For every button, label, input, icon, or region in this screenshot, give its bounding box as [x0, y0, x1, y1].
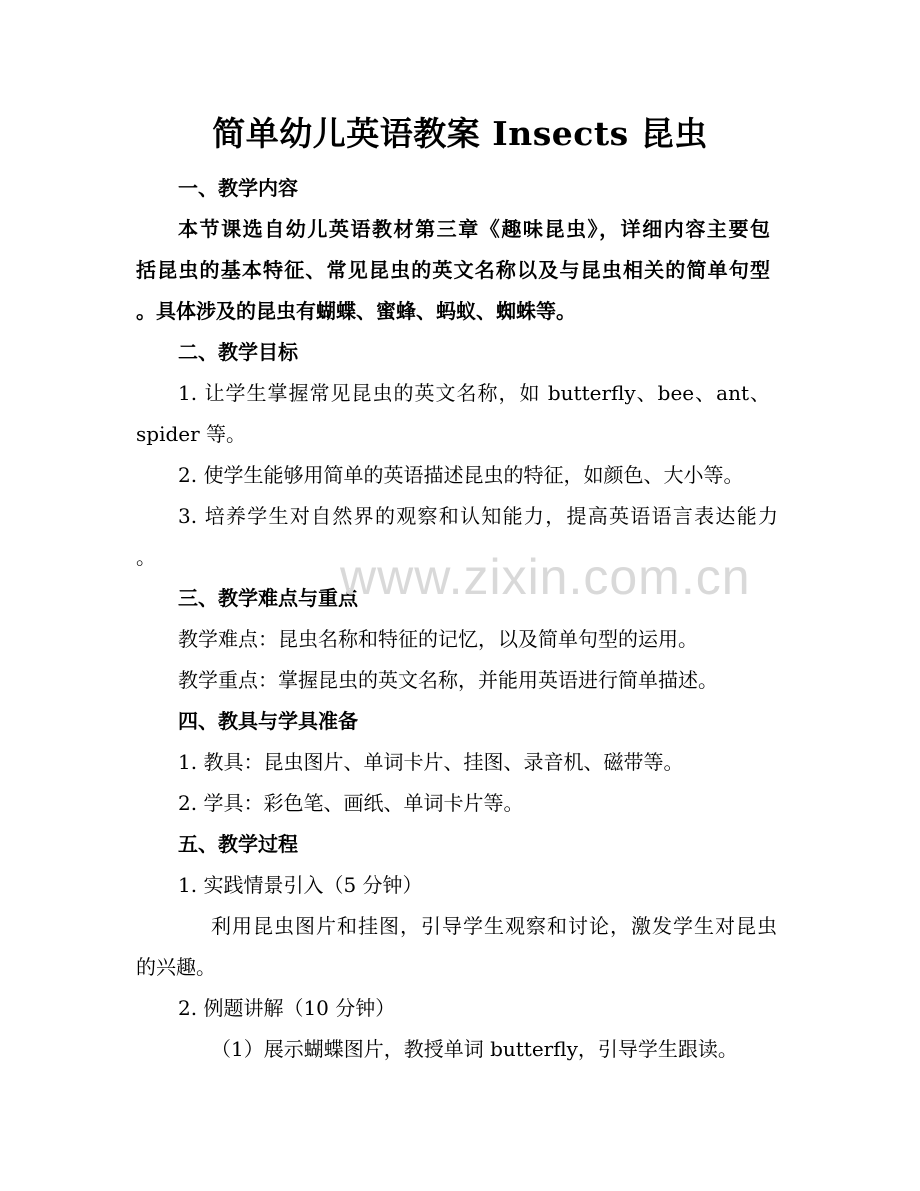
watermark: www.zixin.com.cn [340, 549, 751, 605]
key-point: 教学重点：掌握昆虫的英文名称，并能用英语进行简单描述。 [178, 668, 718, 692]
process-substep: （1）展示蝴蝶图片，教授单词 butterfly，引导学生跟读。 [211, 1037, 738, 1061]
section-heading-materials: 四、教具与学具准备 [178, 709, 358, 733]
process-step: 2. 例题讲解（10 分钟） [178, 996, 396, 1020]
process-paragraph: 利用昆虫图片和挂图，引导学生观察和讨论，激发学生对昆虫 [211, 914, 777, 938]
process-step: 1. 实践情景引入（5 分钟） [178, 873, 423, 897]
section-heading-key-points: 三、教学难点与重点 [178, 586, 358, 610]
section-heading-content: 一、教学内容 [178, 176, 298, 200]
paragraph-line: 括昆虫的基本特征、常见昆虫的英文名称以及与昆虫相关的简单句型 [136, 258, 770, 282]
materials-item: 2. 学具：彩色笔、画纸、单词卡片等。 [178, 791, 524, 815]
materials-item: 1. 教具：昆虫图片、单词卡片、挂图、录音机、磁带等。 [178, 750, 684, 774]
section-heading-objectives: 二、教学目标 [178, 340, 298, 364]
objective-item-continued: spider 等。 [136, 422, 247, 446]
difficult-point: 教学难点：昆虫名称和特征的记忆，以及简单句型的运用。 [178, 627, 698, 651]
objective-item-continued: 。 [136, 545, 156, 569]
document-title: 简单幼儿英语教案 Insects 昆虫 [212, 114, 708, 153]
process-paragraph: 的兴趣。 [136, 955, 216, 979]
objective-item: 3. 培养学生对自然界的观察和认知能力，提高英语语言表达能力 [178, 504, 778, 528]
paragraph-line: 本节课选自幼儿英语教材第三章《趣味昆虫》，详细内容主要包 [178, 217, 770, 241]
objective-item: 2. 使学生能够用简单的英语描述昆虫的特征，如颜色、大小等。 [178, 463, 744, 487]
objective-item: 1. 让学生掌握常见昆虫的英文名称，如 butterfly、bee、ant、 [178, 381, 770, 405]
section-heading-process: 五、教学过程 [178, 832, 298, 856]
paragraph-line: 。具体涉及的昆虫有蝴蝶、蜜蜂、蚂蚁、蜘蛛等。 [136, 299, 576, 323]
